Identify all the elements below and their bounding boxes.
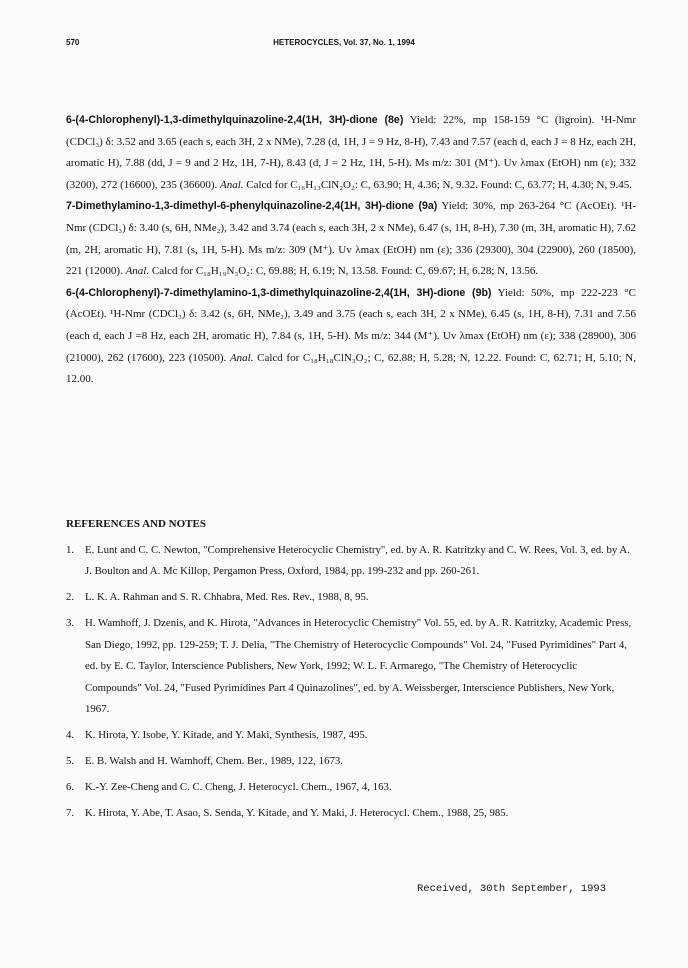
compound-entry-9a [66, 196, 636, 282]
reference-item [66, 540, 636, 583]
reference-text: E. B. Walsh and H. Wamhoff, Chem. Ber., 1989, 122, 1673. [85, 755, 343, 768]
anal-label: Anal. [219, 178, 244, 191]
experimental-section [66, 110, 636, 391]
compound-data: Yield: 22%, mp 158-159 °C (ligroin). ¹H-Nmr (CDCl₃) δ: 3.52 and 3.65 (each s, each 3H, 2 x NMe), 7.28 (d, 1H, J = 9 Hz, 8-H), 7.43 and 7.57 (each d, each J = 8 Hz, each 2H, aromatic H), 7.88 (dd, J = 9 and 2 Hz, 1H, 7-H), 8.43 (d, J = 2 Hz, 1H, 5-H). Ms m/z: 301 (M⁺). Uv λmax (EtOH) nm (ε); 332 (3200), 272 (16600), 235 (36600). [66, 114, 637, 191]
anal-label: Anal. [229, 351, 254, 364]
reference-text: L. K. A. Rahman and S. R. Chhabra, Med. Res. Rev., 1988, 8, 95. [85, 591, 369, 604]
compound-title: 7-Dimethylamino-1,3-dimethyl-6-phenylquinazoline-2,4(1H, 3H)-dione (9a) [66, 200, 438, 213]
reference-item [66, 803, 636, 824]
reference-item [66, 777, 636, 798]
reference-text: H. Wamhoff, J. Dzenis, and K. Hirota, "Advances in Heterocyclic Chemistry" Vol. 55, ed. by A. R. Katritzky, Academic Press, San Diego, 1992, pp. 129-259; T. J. Delia, "The Chemistry of Heterocyclic Compounds" Vol. 24, "Fused Pyrimidines" Part 4, ed. by E. C. Taylor, Interscience Publishers, New York, 1992; W. L. F. Armarego, "The Chemistry of Heterocyclic Compounds" Vol. 24, "Fused Pyrimidines Part 4 Quinazolines", ed. by A. Weissberger, Interscience Publishers, New York, 1967. [85, 617, 632, 716]
reference-item [66, 751, 636, 772]
reference-number: 6. [66, 781, 75, 794]
references-heading: REFERENCES AND NOTES [66, 518, 206, 530]
running-header [0, 38, 688, 54]
reference-text: K.-Y. Zee-Cheng and C. C. Cheng, J. Heterocycl. Chem., 1967, 4, 163. [85, 781, 392, 794]
reference-item [66, 613, 636, 720]
reference-number: 5. [66, 755, 75, 768]
compound-data: Yield: 50%, mp 222-223 °C (AcOEt). ¹H-Nmr (CDCl₃) δ: 3.42 (s, 6H, NMe₂), 3.49 and 3.75 (each s, each 3H, 2 x NMe), 6.45 (s, 1H, 8-H), 7.31 and 7.56 (each d, each J =8 Hz, each 2H, aromatic H), 7.84 (s, 1H, 5-H). Ms m/z: 344 (M⁺). Uv λmax (EtOH) nm (ε); 338 (28900), 306 (21000), 262 (17600), 223 (10500). [66, 286, 636, 364]
reference-item [66, 725, 636, 746]
reference-text: K. Hirota, Y. Abe, T. Asao, S. Senda, Y. Kitade, and Y. Maki, J. Heterocycl. Chem., 1988, 25, 985. [85, 807, 509, 820]
compound-analysis: Calcd for C₁₆H₁₃ClN₂O₂: C, 63.90; H, 4.36; N, 9.32. Found: C, 63.77; H, 4.30; N, 9.45. [246, 178, 632, 191]
reference-item [66, 587, 636, 608]
reference-number: 2. [66, 591, 75, 604]
compound-analysis: Calcd for C₁₈H₁₉N₃O₂: C, 69.88; H, 6.19; N, 13.58. Found: C, 69.67; H, 6.28; N, 13.56. [151, 265, 539, 278]
compound-title: 6-(4-Chlorophenyl)-1,3-dimethylquinazoline-2,4(1H, 3H)-dione (8e) [66, 114, 404, 126]
page-number: 570 [66, 38, 80, 47]
compound-title: 6-(4-Chlorophenyl)-7-dimethylamino-1,3-dimethylquinazoline-2,4(1H, 3H)-dione (9b) [66, 286, 492, 299]
reference-number: 4. [66, 729, 75, 742]
reference-text: E. Lunt and C. C. Newton, "Comprehensive Heterocyclic Chemistry", ed. by A. R. Katritzky and C. W. Rees, Vol. 3, ed. by A. J. Boulton and A. Mc Killop, Pergamon Press, Oxford, 1984, pp. 199-232 and pp. 260-261. [85, 544, 630, 578]
received-date: Received, 30th September, 1993 [416, 883, 606, 895]
compound-data: Yield: 30%, mp 263-264 °C (AcOEt). ¹H-Nmr (CDCl₃) δ: 3.40 (s, 6H, NMe₂), 3.42 and 3.74 (each s, each 3H, 2 x NMe), 6.47 (s, 1H, 8-H), 7.30 (m, 3H, aromatic H), 7.62 (m, 2H, aromatic H), 7.81 (s, 1H, 5-H). Ms m/z: 309 (M⁺). Uv λmax (EtOH) nm (ε); 336 (29300), 304 (22900), 260 (18500), 221 (12000). [66, 200, 636, 278]
compound-entry-9b [66, 283, 636, 391]
anal-label: Anal. [125, 265, 150, 278]
reference-text: K. Hirota, Y. Isobe, Y. Kitade, and Y. Maki, Synthesis, 1987, 495. [85, 729, 368, 742]
journal-citation: HETEROCYCLES, Vol. 37, No. 1, 1994 [273, 38, 415, 47]
compound-analysis: Calcd for C₁₈H₁₈ClN₃O₂; C, 62.88; H, 5.28; N, 12.22. Found: C, 62.71; H, 5.10; N, 12.00. [66, 351, 637, 386]
reference-number: 7. [66, 807, 75, 820]
reference-list [66, 540, 636, 829]
compound-entry-8e [66, 110, 636, 196]
reference-number: 1. [66, 544, 75, 556]
reference-number: 3. [66, 617, 75, 630]
